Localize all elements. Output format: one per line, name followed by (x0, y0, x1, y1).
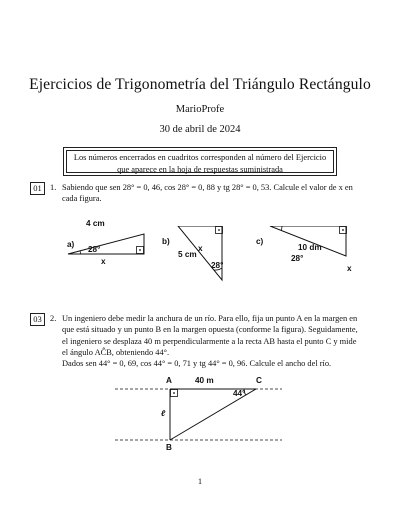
exercise-2-number: 2. (50, 314, 57, 323)
exercise-1-text (62, 182, 382, 205)
author: MarioProfe (175, 104, 225, 115)
exercise-1-line-1: Sabiendo que sen 28° = 0, 46, cos 28° = 0, 88 y tg 28° = 0, 53. Calcule el valor de x en (62, 183, 353, 192)
exercise-1-tag: 01 (30, 182, 45, 195)
exercise-2-line-1: Un ingeniero debe medir la anchura de un río. Para ello, fija un punto A en la margen en (62, 314, 358, 323)
exercise-2-line-5: Dados sen 44° = 0, 69, cos 44° = 0, 71 y tg 44° = 0, 96. Calcule el ancho del río. (62, 359, 332, 369)
point-c-label: C (256, 376, 262, 385)
notice-box (63, 147, 337, 176)
figure-a (60, 232, 160, 268)
angle-44-label: 44° (233, 389, 246, 398)
figure-b-label: b) (162, 237, 170, 246)
notice-line-2: que aparece en la hoja de respuestas suministrada (117, 164, 283, 174)
exercise-2-line-2: que está situado y un punto B en la margen opuesta (conforme la figura). Seguidamente, (62, 325, 358, 335)
figure-c-top: 10 dm (298, 243, 322, 252)
exercise-1-line-2: cada figura. (62, 194, 102, 204)
figure-c-side: x (347, 264, 352, 273)
figure-a-label: a) (67, 240, 75, 249)
figure-b-angle: 28° (211, 261, 224, 270)
width-label: ℓ (161, 409, 166, 418)
exercise-1-number: 1. (50, 183, 57, 192)
figure-a-hyp: 4 cm (86, 219, 105, 228)
point-a-label: A (166, 376, 172, 385)
figure-b-top: x (198, 244, 203, 253)
exercise-2-line-4: el ángulo AĈB, obteniendo 44°. (62, 347, 170, 357)
river-figure (110, 386, 290, 446)
point-b-label: B (166, 443, 172, 452)
distance-label: 40 m (195, 376, 214, 385)
notice-line-1: Los números encerrados en cuadritos corresponden al número del Ejercicio (73, 153, 327, 162)
figure-b-hyp: 5 cm (178, 250, 197, 259)
exercise-2-text (62, 313, 382, 369)
figure-c-angle: 28° (291, 254, 304, 263)
exercise-2-tag: 03 (30, 313, 45, 326)
figure-a-angle: 28° (88, 245, 101, 254)
page-number: 1 (197, 476, 203, 486)
figure-a-side: x (101, 257, 106, 266)
exercise-2-line-3: el ingeniero se desplaza 40 m perpendicularmente a la recta AB hasta el punto C y mide (62, 336, 357, 346)
page-title: Ejercicios de Trigonometría del Triángulo Rectángulo (29, 76, 371, 93)
figure-c-label: c) (256, 237, 264, 246)
date: 30 de abril de 2024 (159, 124, 241, 135)
